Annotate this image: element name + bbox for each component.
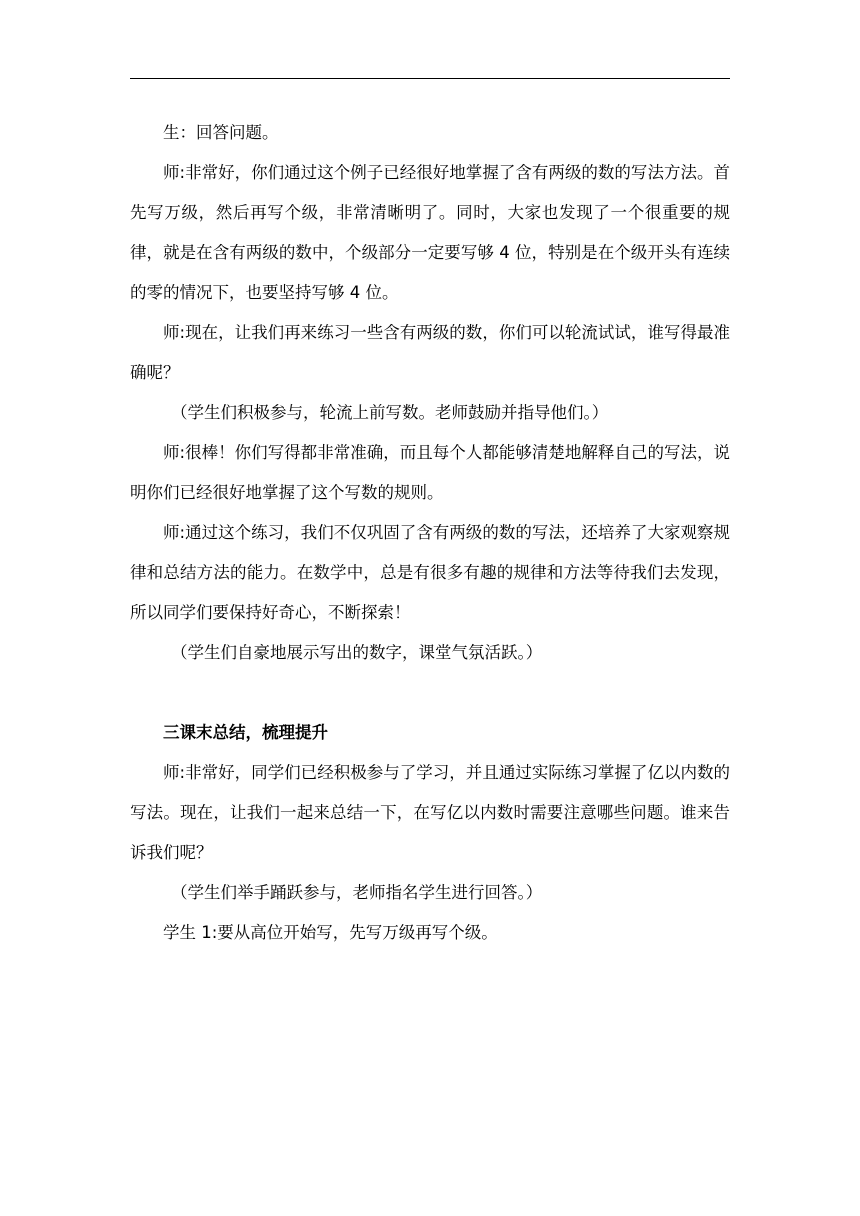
paragraph-teacher-praise: 师:很棒！你们写得都非常准确，而且每个人都能够清楚地解释自己的写法，说明你们已经很好地掌握了这个写数的规则。 — [130, 443, 730, 502]
paragraph-student-one: 学生 1:要从高位开始写，先写万级再写个级。 — [163, 923, 498, 942]
paragraph-teacher-summary: 师:非常好，你们通过这个例子已经很好地掌握了含有两级的数的写法方法。首先写万级，然后再写个级，非常清晰明了。同时，大家也发现了一个很重要的规律，就是在含有两级的数中，个级部分一定要写够 4 位，特别是在个级开头有连续的零的情况下，也要坚持写够 4 位。 — [130, 163, 730, 302]
document-body — [130, 113, 730, 953]
paragraph-stage-note-display: （学生们自豪地展示写出的数字，课堂气氛活跃。） — [171, 643, 543, 662]
paragraph-teacher-practice: 师:现在，让我们再来练习一些含有两级的数，你们可以轮流试试，谁写得最准确呢？ — [130, 323, 730, 382]
paragraph-student-answer: 生：回答问题。 — [163, 123, 279, 142]
paragraph-stage-note-participation: （学生们积极参与，轮流上前写数。老师鼓励并指导他们。） — [171, 403, 609, 422]
paragraph-teacher-reflection: 师:通过这个练习，我们不仅巩固了含有两级的数的写法，还培养了大家观察规律和总结方法的能力。在数学中，总是有很多有趣的规律和方法等待我们去发现，所以同学们要保持好奇心，不断探索！ — [130, 523, 730, 622]
paragraph-stage-note-answer: （学生们举手踊跃参与，老师指名学生进行回答。） — [171, 883, 543, 902]
section-heading: 三课末总结，梳理提升 — [163, 723, 328, 742]
paragraph-teacher-wrapup: 师:非常好，同学们已经积极参与了学习，并且通过实际练习掌握了亿以内数的写法。现在，让我们一起来总结一下，在写亿以内数时需要注意哪些问题。谁来告诉我们呢？ — [130, 763, 730, 862]
header-rule — [130, 78, 730, 79]
